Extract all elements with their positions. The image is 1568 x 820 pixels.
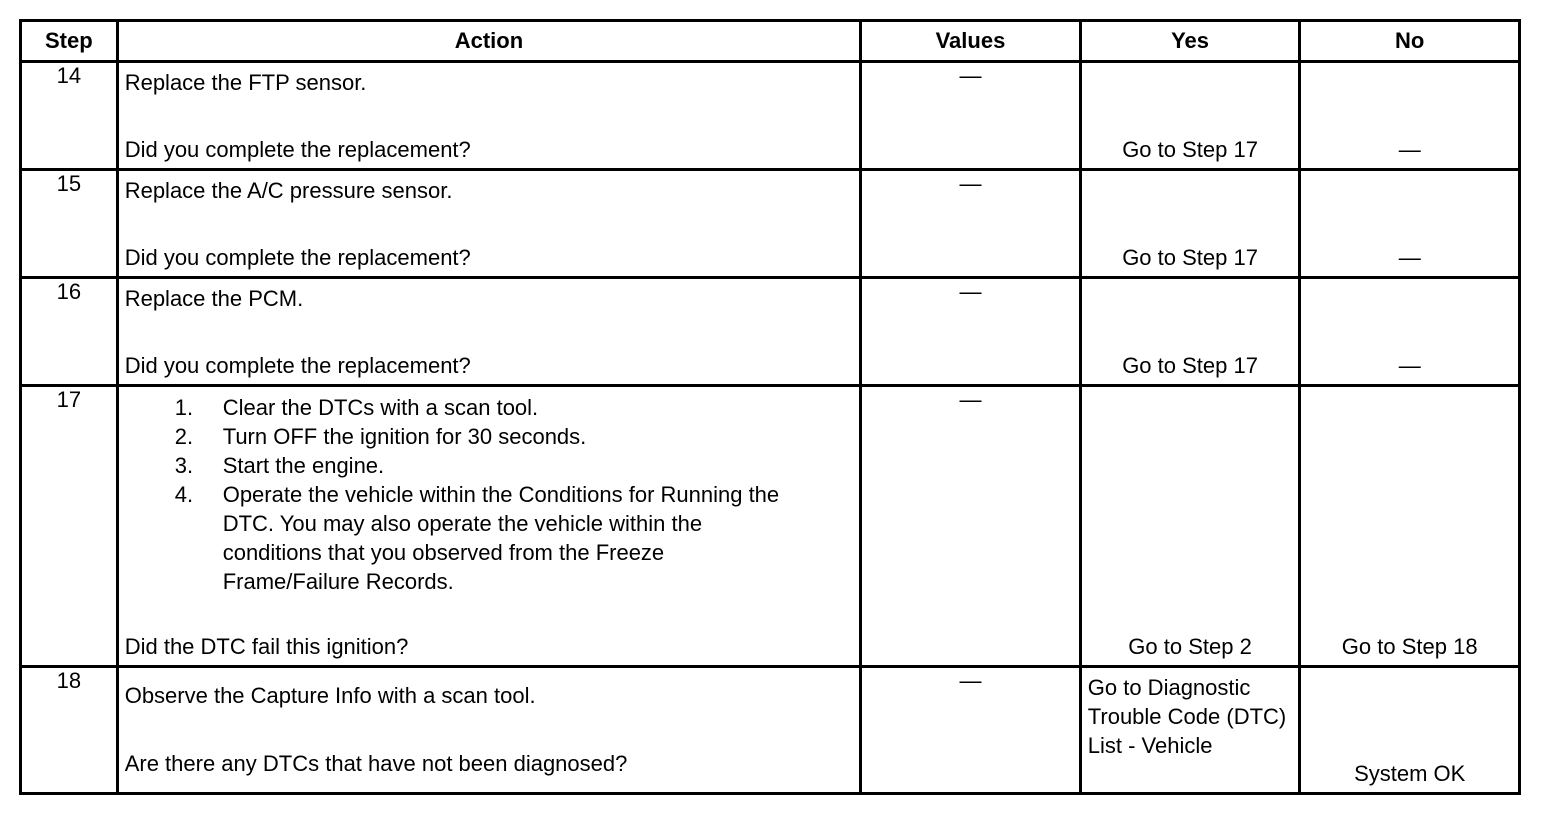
action-cell (117, 62, 860, 170)
no-result: System OK (1354, 761, 1466, 786)
action-cell (117, 667, 860, 794)
no-cell (1300, 667, 1520, 794)
yes-result: Go to Step 17 (1122, 137, 1258, 162)
action-instruction: Replace the PCM. (124, 286, 304, 311)
header-values: Values (861, 21, 1081, 62)
values-cell: — (861, 386, 1081, 667)
values-cell: — (861, 170, 1081, 278)
action-question: Did you complete the replacement? (124, 353, 471, 378)
table-row (21, 62, 1520, 170)
action-cell (117, 278, 860, 386)
list-item-number: 4. (174, 482, 194, 507)
no-result: — (1398, 353, 1421, 378)
action-cell (117, 386, 860, 667)
yes-cell (1080, 62, 1300, 170)
list-item-number: 3. (174, 453, 194, 478)
action-instruction: Observe the Capture Info with a scan tool. (124, 683, 536, 708)
no-cell (1300, 170, 1520, 278)
header-no: No (1300, 21, 1520, 62)
action-instruction: Replace the FTP sensor. (124, 70, 367, 95)
action-question: Are there any DTCs that have not been diagnosed? (124, 751, 628, 776)
list-item-number: 2. (174, 424, 194, 449)
yes-cell (1080, 170, 1300, 278)
no-cell (1300, 386, 1520, 667)
list-item-text: Clear the DTCs with a scan tool. (222, 395, 539, 420)
no-cell (1300, 62, 1520, 170)
action-question: Did you complete the replacement? (124, 245, 471, 270)
step-number: 17 (21, 386, 118, 667)
table-row (21, 386, 1520, 667)
list-item (175, 480, 795, 596)
action-question: Did the DTC fail this ignition? (124, 634, 409, 659)
action-step-list (175, 393, 795, 596)
yes-cell (1080, 386, 1300, 667)
no-cell (1300, 278, 1520, 386)
no-result: Go to Step 18 (1341, 634, 1478, 659)
table-row (21, 667, 1520, 794)
values-cell: — (861, 667, 1081, 794)
no-result: — (1398, 245, 1421, 270)
header-step: Step (21, 21, 118, 62)
values-cell: — (861, 62, 1081, 170)
yes-cell (1080, 667, 1300, 794)
step-number: 16 (21, 278, 118, 386)
action-question: Did you complete the replacement? (124, 137, 471, 162)
yes-result: Go to Step 2 (1128, 634, 1252, 659)
step-number: 14 (21, 62, 118, 170)
yes-result: Go to Diagnostic Trouble Code (DTC) List - Vehicle (1087, 675, 1287, 758)
header-yes: Yes (1080, 21, 1300, 62)
list-item (175, 451, 795, 480)
step-number: 18 (21, 667, 118, 794)
list-item-text: Start the engine. (222, 453, 385, 478)
action-cell (117, 170, 860, 278)
yes-result: Go to Step 17 (1122, 245, 1258, 270)
diagnostic-table (19, 19, 1521, 795)
action-instruction: Replace the A/C pressure sensor. (124, 178, 453, 203)
values-cell: — (861, 278, 1081, 386)
list-item-text: Operate the vehicle within the Conditions for Running the DTC. You may also operate the vehicle within the conditions that you observed from the Freeze Frame/Failure Records. (222, 482, 780, 594)
list-item-text: Turn OFF the ignition for 30 seconds. (222, 424, 587, 449)
step-number: 15 (21, 170, 118, 278)
header-row (21, 21, 1520, 62)
list-item (175, 393, 795, 422)
yes-cell (1080, 278, 1300, 386)
list-item (175, 422, 795, 451)
list-item-number: 1. (174, 395, 194, 420)
yes-result: Go to Step 17 (1122, 353, 1258, 378)
table-row (21, 278, 1520, 386)
table-row (21, 170, 1520, 278)
no-result: — (1398, 137, 1421, 162)
header-action: Action (117, 21, 860, 62)
